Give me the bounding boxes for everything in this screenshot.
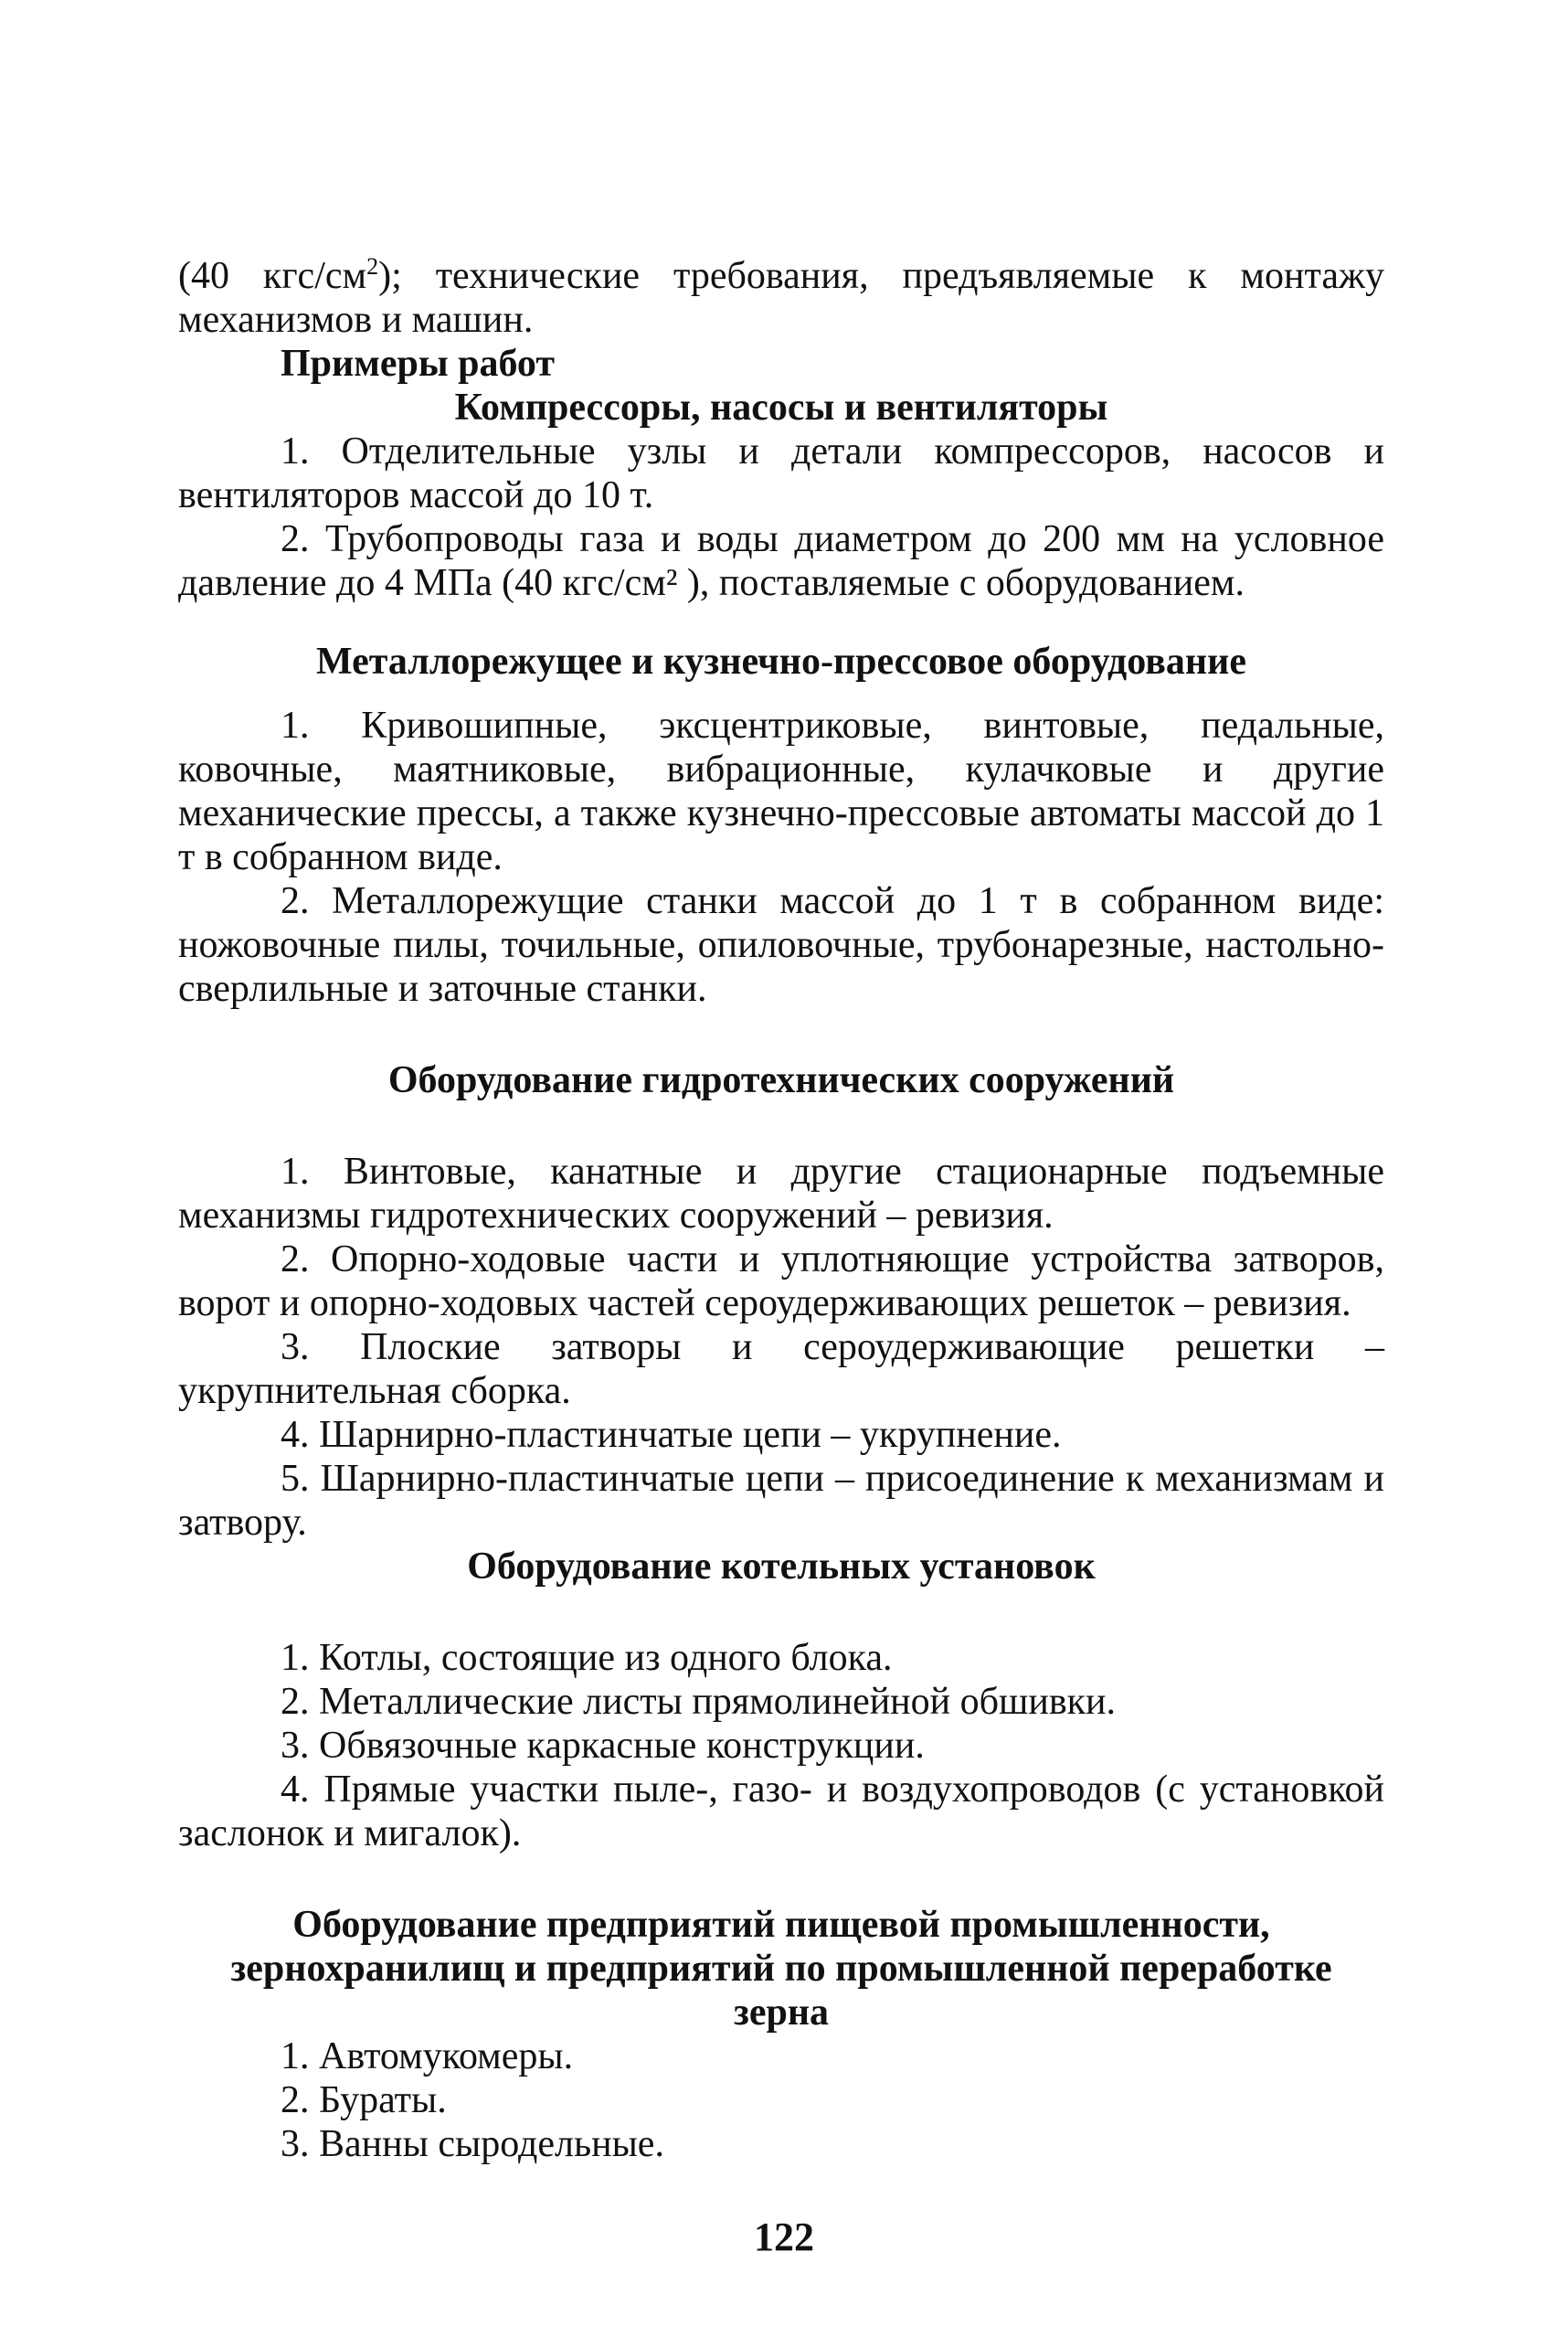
section-title-compressors: Компрессоры, насосы и вентиляторы [454,387,1108,429]
list-item: 1. Винтовые, канатные и другие стационарные подъемные механизмы гидротехнических сооружений – ревизия. [178,1151,1384,1237]
section-title-metalworking: Металлорежущее и кузнечно-прессовое оборудование [316,641,1246,683]
intro-paragraph [178,254,1384,342]
section-title-boilers: Оборудование котельных установок [467,1546,1096,1588]
superscript: 2 [366,253,379,280]
list-item: 4. Прямые участки пыле-, газо- и воздухопроводов (с установкой заслонок и мигалок). [178,1769,1384,1854]
list-item: 3. Плоские затворы и сероудерживающие решетки – укрупнительная сборка. [178,1326,1384,1412]
page-body [178,254,1384,2166]
examples-heading: Примеры работ [281,343,556,385]
list-item: 1. Кривошипные, эксцентриковые, винтовые, педальные, ковочные, маятниковые, вибрационные, кулачковые и другие механические прессы, а также кузнечно-прессовые автоматы массой до 1 т в собранном виде. [178,705,1384,878]
list-item: 2. Металлорежущие станки массой до 1 т в собранном виде: ножовочные пилы, точильные, опиловочные, трубонарезные, настольно-сверлильные и заточные станки. [178,880,1384,1010]
section-title-food-industry-line3: зерна [733,1992,830,2034]
list-item: 2. Трубопроводы газа и воды диаметром до 200 мм на условное давление до 4 МПа (40 кгс/см² ), поставляемые с оборудованием. [178,518,1384,604]
list-item: 1. Отделительные узлы и детали компрессоров, насосов и вентиляторов массой до 10 т. [178,430,1384,516]
section-title-food-industry-line1: Оборудование предприятий пищевой промышленности, [292,1904,1270,1946]
list-item: 3. Ванны сыродельные. [281,2123,664,2165]
section-title-food-industry-line2: зернохранилищ и предприятий по промышленной переработке [230,1948,1332,1990]
intro-text-start: (40 кгс/см [178,255,367,297]
list-item: 3. Обвязочные каркасные конструкции. [281,1725,925,1767]
section-title-hydraulic: Оборудование гидротехнических сооружений [387,1059,1175,1101]
list-item: 1. Котлы, состоящие из одного блока. [281,1637,893,1679]
list-item: 1. Автомукомеры. [281,2035,574,2077]
list-item: 2. Металлические листы прямолинейной обшивки. [281,1681,1117,1723]
list-item: 4. Шарнирно-пластинчатые цепи – укрупнение. [281,1414,1062,1456]
list-item: 5. Шарнирно-пластинчатые цепи – присоединение к механизмам и затвору. [178,1458,1384,1544]
list-item: 2. Бураты. [281,2079,447,2121]
list-item: 2. Опорно-ходовые части и уплотняющие устройства затворов, ворот и опорно-ходовых частей сероудерживающих решеток – ревизия. [178,1238,1384,1324]
intro-text-end: ); технические требования, предъявляемые к монтажу механизмов и машин. [178,255,1384,341]
page-number: 122 [754,2215,814,2259]
